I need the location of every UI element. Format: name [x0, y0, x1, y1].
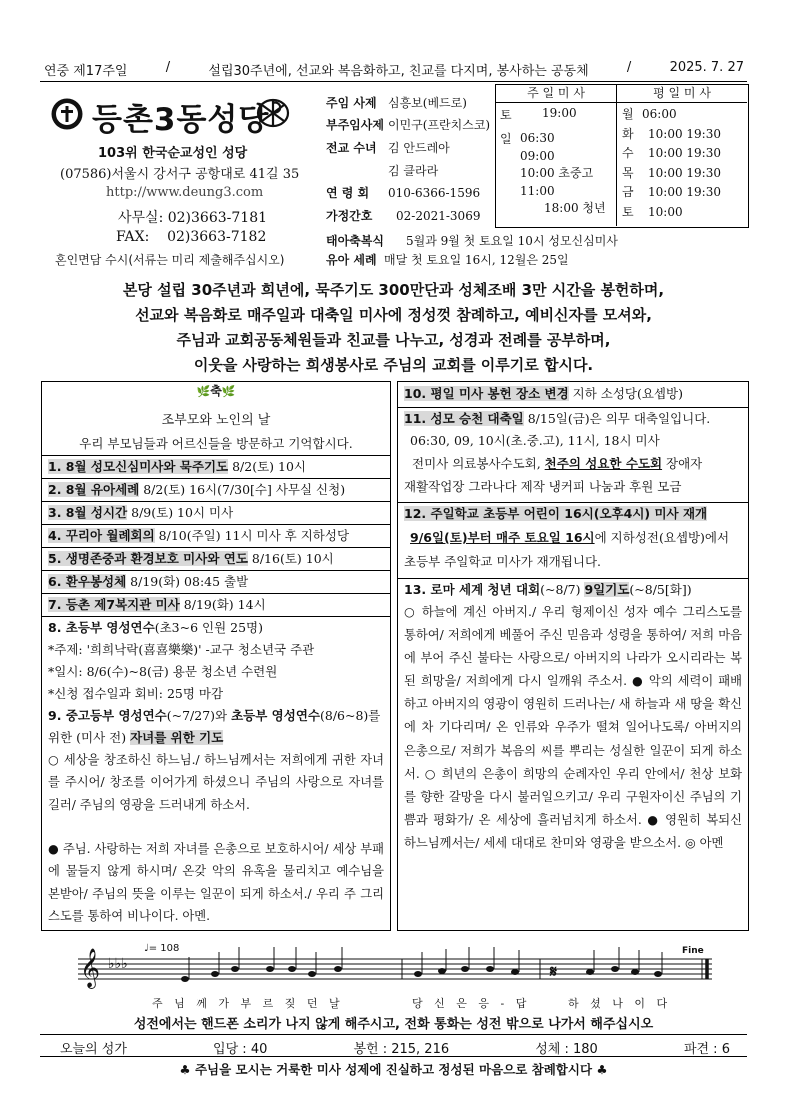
grandparents-day-subtitle: 우리 부모님들과 어르신들을 방문하고 기억합시다. [79, 436, 353, 451]
header-line: 연중 제17주일 / 설립30주년에, 선교와 복음화하고, 친교를 다지며, 봉사하는 공동체 / 2025. 7. 27 [44, 60, 744, 79]
parish-address: (07586)서울시 강서구 공항대로 41길 35 [60, 167, 300, 182]
announcement-item: 1. 8월 성모신심미사와 묵주기도 8/2(토) 10시 [42, 455, 390, 478]
parish-subtitle: 103위 한국순교성인 성당 [98, 146, 248, 161]
sunday-mass-times: 06:30 09:00 10:00 초중고 11:00 18:00 청년 [520, 131, 606, 215]
chi-rho-icon [256, 97, 290, 129]
saturday-vigil-time: 19:00 [542, 106, 577, 120]
children-prayer-part2: ● 주님. 사랑하는 저희 자녀를 은총으로 보호하시어/ 세상 부패에 물들지 않게 하시며/ 온갖 악의 유혹을 물리치고 예수님을 본받아/ 주님의 뜻을 이루는 일꾼이 되게 하소서./ 우리 주 그리스도를 통하여 비나이다. 아멘. [48, 842, 384, 923]
fine-marking: Fine [682, 946, 704, 956]
motto: 설립30주년에, 선교와 복음화하고, 친교를 다지며, 봉사하는 공동체 [208, 64, 589, 79]
left-announcements: 🌿축🌿 조부모와 노인의 날 우리 부모님들과 어르신들을 방문하고 기억합시다. 1. 8월 성모신심미사와 묵주기도 8/2(토) 10시 2. 8월 유아세례 8/2(토) 16시(7/30[수] 사무실 신청) 3. 8월 성시간 8/9(토) 10시 미사 4. 꾸리아 월례회의 8/10(주일) 11시 미사 후 지하성당 5. 생명존중과 환경보호 미사와 연도 8/16(토) 10시 6. 환우봉성체 8/19(화) 08:45 출발 7. 등촌 제7복지관 미사 8/19(화) 14시 8. 초등부 영성연수(초3~6 인원 25명) *주제: '희희낙락(喜喜樂樂)' -교구 청소년국 주관 *일시: 8/6(수)~8(금) 용문 청소년 수련원 *신청 접수일과 회비: 25명 마감 9. 중고등부 영성연수(~7/27)와 초등부 영성연수(8/6~8)를 위한 (미사 전) 자녀를 위한 기도 ○ 세상을 창조하신 하느님./ 하느님께서는 저희에게 귀한 자녀를 주시어/ 창조를 이어가게 하셨으니 주님의 사랑으로 자녀를 길러/ 주님의 영광을 드러내게 하소서. ● 주님. 사랑하는 저희 자녀를 은총으로 보호하시어/ 세상 부패에 물들지 않게 하시며/ 온갖 악의 유혹을 물리치고 예수님을 본받아/ 주님의 뜻을 이루는 일꾼이 되게 하소서./ 우리 주 그리스도를 통하여 비나이다. 아멘. [41, 381, 391, 931]
lyrics-line: 당 신 은 응 - 답 [412, 997, 531, 1010]
tempo-marking: ♩= 108 [144, 943, 180, 954]
phone-notice: 성전에서는 핸드폰 소리가 나지 않게 해주시고, 전화 통화는 성전 밖으로 나가서 해주십시오 [133, 1017, 654, 1032]
hymn-numbers: 오늘의 성가 입당 : 40 봉헌 : 215, 216 성체 : 180 파견 : 6 [60, 1042, 730, 1057]
announcement-item: 6. 환우봉성체 8/19(화) 08:45 출발 [42, 570, 390, 593]
closing-exhortation: ♣ 주님을 모시는 거룩한 미사 성제에 진실하고 정성된 마음으로 참례합시다 ♣ [179, 1062, 608, 1077]
parish-logo-icon [50, 97, 84, 131]
weekday-times: 06:00 10:00 19:30 10:00 19:30 10:00 19:30 10:00 19:30 10:00 [642, 107, 721, 219]
announcement-item: 4. 꾸리아 월례회의 8/10(주일) 11시 미사 후 지하성당 [42, 524, 390, 547]
celebrate-badge: 🌿축🌿 [196, 384, 236, 398]
weekday-labels: 월 화 수 목 금 토 [622, 107, 634, 219]
announcement-item: 11. 성모 승천 대축일 8/15일(금)은 의무 대축일입니다. [398, 407, 748, 430]
parish-fax: FAX: 02)3663-7182 [116, 229, 267, 245]
assumption-mass-times: 06:30, 09, 10시(초.중.고), 11시, 18시 미사 [410, 433, 660, 448]
week-label: 연중 제17주일 [44, 64, 128, 79]
sunday-mass-header: 주 일 미 사 [527, 86, 585, 100]
weekday-mass-header: 평 일 미 사 [653, 86, 711, 100]
announcement-item: 13. 로마 세계 청년 대회(~8/7) 9일기도(~8/5[화]) [398, 578, 748, 601]
svg-text:♭♭♭: ♭♭♭ [108, 956, 128, 972]
parish-name: 등촌3동성당 [92, 102, 270, 138]
header-divider [40, 81, 747, 82]
announcement-item: 7. 등촌 제7복지관 미사 8/19(화) 14시 [42, 593, 390, 616]
wedding-info: 혼인면담 수시(서류는 미리 제출해주십시오) [55, 253, 285, 267]
staff-row: 전교 수녀 김 안드레아 [326, 141, 450, 155]
announcement-item: 9. 중고등부 영성연수(~7/27)와 초등부 영성연수(8/6~8)를 [48, 708, 381, 723]
staff-row: 부주임사제 이민구(프란치스코) [326, 118, 491, 132]
staff-row: 김 클라라 [388, 164, 439, 178]
hymn-music-score [70, 935, 720, 1015]
lyrics-line: 주 님 께 가 부 르 짖 던 날 [152, 997, 344, 1010]
announcement-item: 3. 8월 성시간 8/9(토) 10시 미사 [42, 501, 390, 524]
mission-line: 주님과 교회공동체원들과 친교를 나누고, 성경과 전례를 공부하며, [176, 331, 611, 349]
parish-office-phone: 사무실: 02)3663-7181 [118, 210, 268, 226]
right-announcements: 10. 평일 미사 봉헌 장소 변경 지하 소성당(요셉방) 11. 성모 승천 대축일 8/15일(금)은 의무 대축일입니다. 06:30, 09, 10시(초.중.고), 11시, 18시 미사 전미사 의료봉사수도회, 천주의 성요한 수도회 장애자 재활작업장 그라나다 제작 냉커피 나눔과 후원 모금 12. 주일학교 초등부 어린이 16시(오후4시) 미사 재개 9/6일(토)부터 매주 토요일 16시에 지하성전(요셉방)에서 초등부 주일학교 미사가 재개됩니다. 13. 로마 세계 청년 대회(~8/7) 9일기도(~8/5[화]) ○ 하늘에 계신 아버지./ 우리 형제이신 성자 예수 그리스도를 통하여/ 저희에게 베풀어 주신 믿음과 성령을 통하여/ 저희 마음에 부어 주신 불타는 사랑으로/ 아버지의 나라가 오시리라는 복된 희망을/ 저희에게 다시 일깨워 주소서. ● 악의 세력이 패배하고 아버지의 영광이 영원히 드러나는/ 새 하늘과 새 땅을 확신에 차 기다리며/ 온 인류와 우주가 떨쳐 일어나도록/ 아버지의 은총으로/ 저희가 복음의 씨를 뿌리는 성실한 일꾼이 되게 하소서. ○ 희년의 은총이 희망의 순례자인 우리 안에서/ 천상 보화를 향한 갈망을 다시 불러일으키고/ 우리 구원자이신 주님의 기쁨과 평화가/ 온 세상에 흘러넘치게 하소서. ● 영원히 복되신 하느님께서는/ 세세 대대로 찬미와 영광을 받으소서. ◎ 아멘 [397, 381, 749, 931]
mission-line: 이웃을 사랑하는 희생봉사로 주님의 교회를 이루기로 합시다. [193, 356, 594, 374]
mission-line: 선교와 복음화로 매주일과 대축일 미사에 정성껏 참례하고, 예비신자를 모셔와, [135, 306, 652, 324]
lyrics-line: 하 셨 나 이 다 [568, 997, 672, 1010]
extra-info-row: 태아축복식 5월과 9월 첫 토요일 10시 성모신심미사 [326, 234, 618, 248]
grandparents-day-title: 조부모와 노인의 날 [161, 413, 271, 428]
svg-text:𝄞: 𝄞 [80, 948, 101, 988]
announcement-item: 8. 초등부 영성연수(초3~6 인원 25명) [42, 616, 390, 639]
date: 2025. 7. 27 [669, 60, 744, 75]
staff-row: 연 령 회 010-6366-1596 [326, 186, 481, 200]
announcement-item: 12. 주일학교 초등부 어린이 16시(오후4시) 미사 재개 [398, 502, 748, 525]
parish-website[interactable]: http://www.deung3.com [106, 185, 264, 200]
mass-schedule-table: 주 일 미 사 평 일 미 사 토 19:00 일 06:30 09:00 10:00 초중고 11:00 18:00 청년 월 화 수 목 금 토 06:00 10:00 19:30 10:00 19:30 10:00 19:30 10:00 19:30 10:00 [495, 84, 749, 228]
staff-row: 가정간호 02-2021-3069 [326, 209, 481, 223]
svg-text:𝄋: 𝄋 [550, 962, 557, 981]
announcement-item: 2. 8월 유아세례 8/2(토) 16시(7/30[수] 사무실 신청) [42, 478, 390, 501]
children-prayer-part1: ○ 세상을 창조하신 하느님./ 하느님께서는 저희에게 귀한 자녀를 주시어/ 창조를 이어가게 하셨으니 주님의 사랑으로 자녀를 길러/ 주님의 영광을 드러내게 하소서. [48, 753, 384, 812]
extra-info-row: 유아 세례 매달 첫 토요일 16시, 12월은 25일 [326, 253, 569, 267]
announcement-item: 5. 생명존중과 환경보호 미사와 연도 8/16(토) 10시 [42, 547, 390, 570]
staff-row: 주임 사제 심흥보(베드로) [326, 96, 467, 110]
mission-line: 본당 설립 30주년과 희년에, 묵주기도 300만단과 성체조배 3만 시간을 봉헌하며, [122, 281, 665, 299]
announcement-item: 10. 평일 미사 봉헌 장소 변경 지하 소성당(요셉방) [404, 386, 683, 401]
youth-day-prayer: ○ 하늘에 계신 아버지./ 우리 형제이신 성자 예수 그리스도를 통하여/ 저희에게 베풀어 주신 믿음과 성령을 통하여/ 저희 마음에 부어 주신 불타는 사랑으로/ 아버지의 나라가 오시리라는 복된 희망을/ 저희에게 다시 일깨워 주소서. ● 악의 세력이 패배하고 아버지의 영광이 영원히 드러나는/ 새 하늘과 새 땅을 확신에 차 기다리며/ 온 인류와 우주가 떨쳐 일어나도록/ 아버지의 은총으로/ 저희가 복음의 씨를 뿌리는 성실한 일꾼이 되게 하소서. ○ 희년의 은총이 희망의 순례자인 우리 안에서/ 천상 보화를 향한 갈망을 다시 불러일으키고/ 우리 구원자이신 주님의 기쁨과 평화가/ 온 세상에 흘러넘치게 하소서. ● 영원히 복되신 하느님께서는/ 세세 대대로 찬미와 영광을 받으소서. ◎ 아멘 [404, 605, 742, 850]
